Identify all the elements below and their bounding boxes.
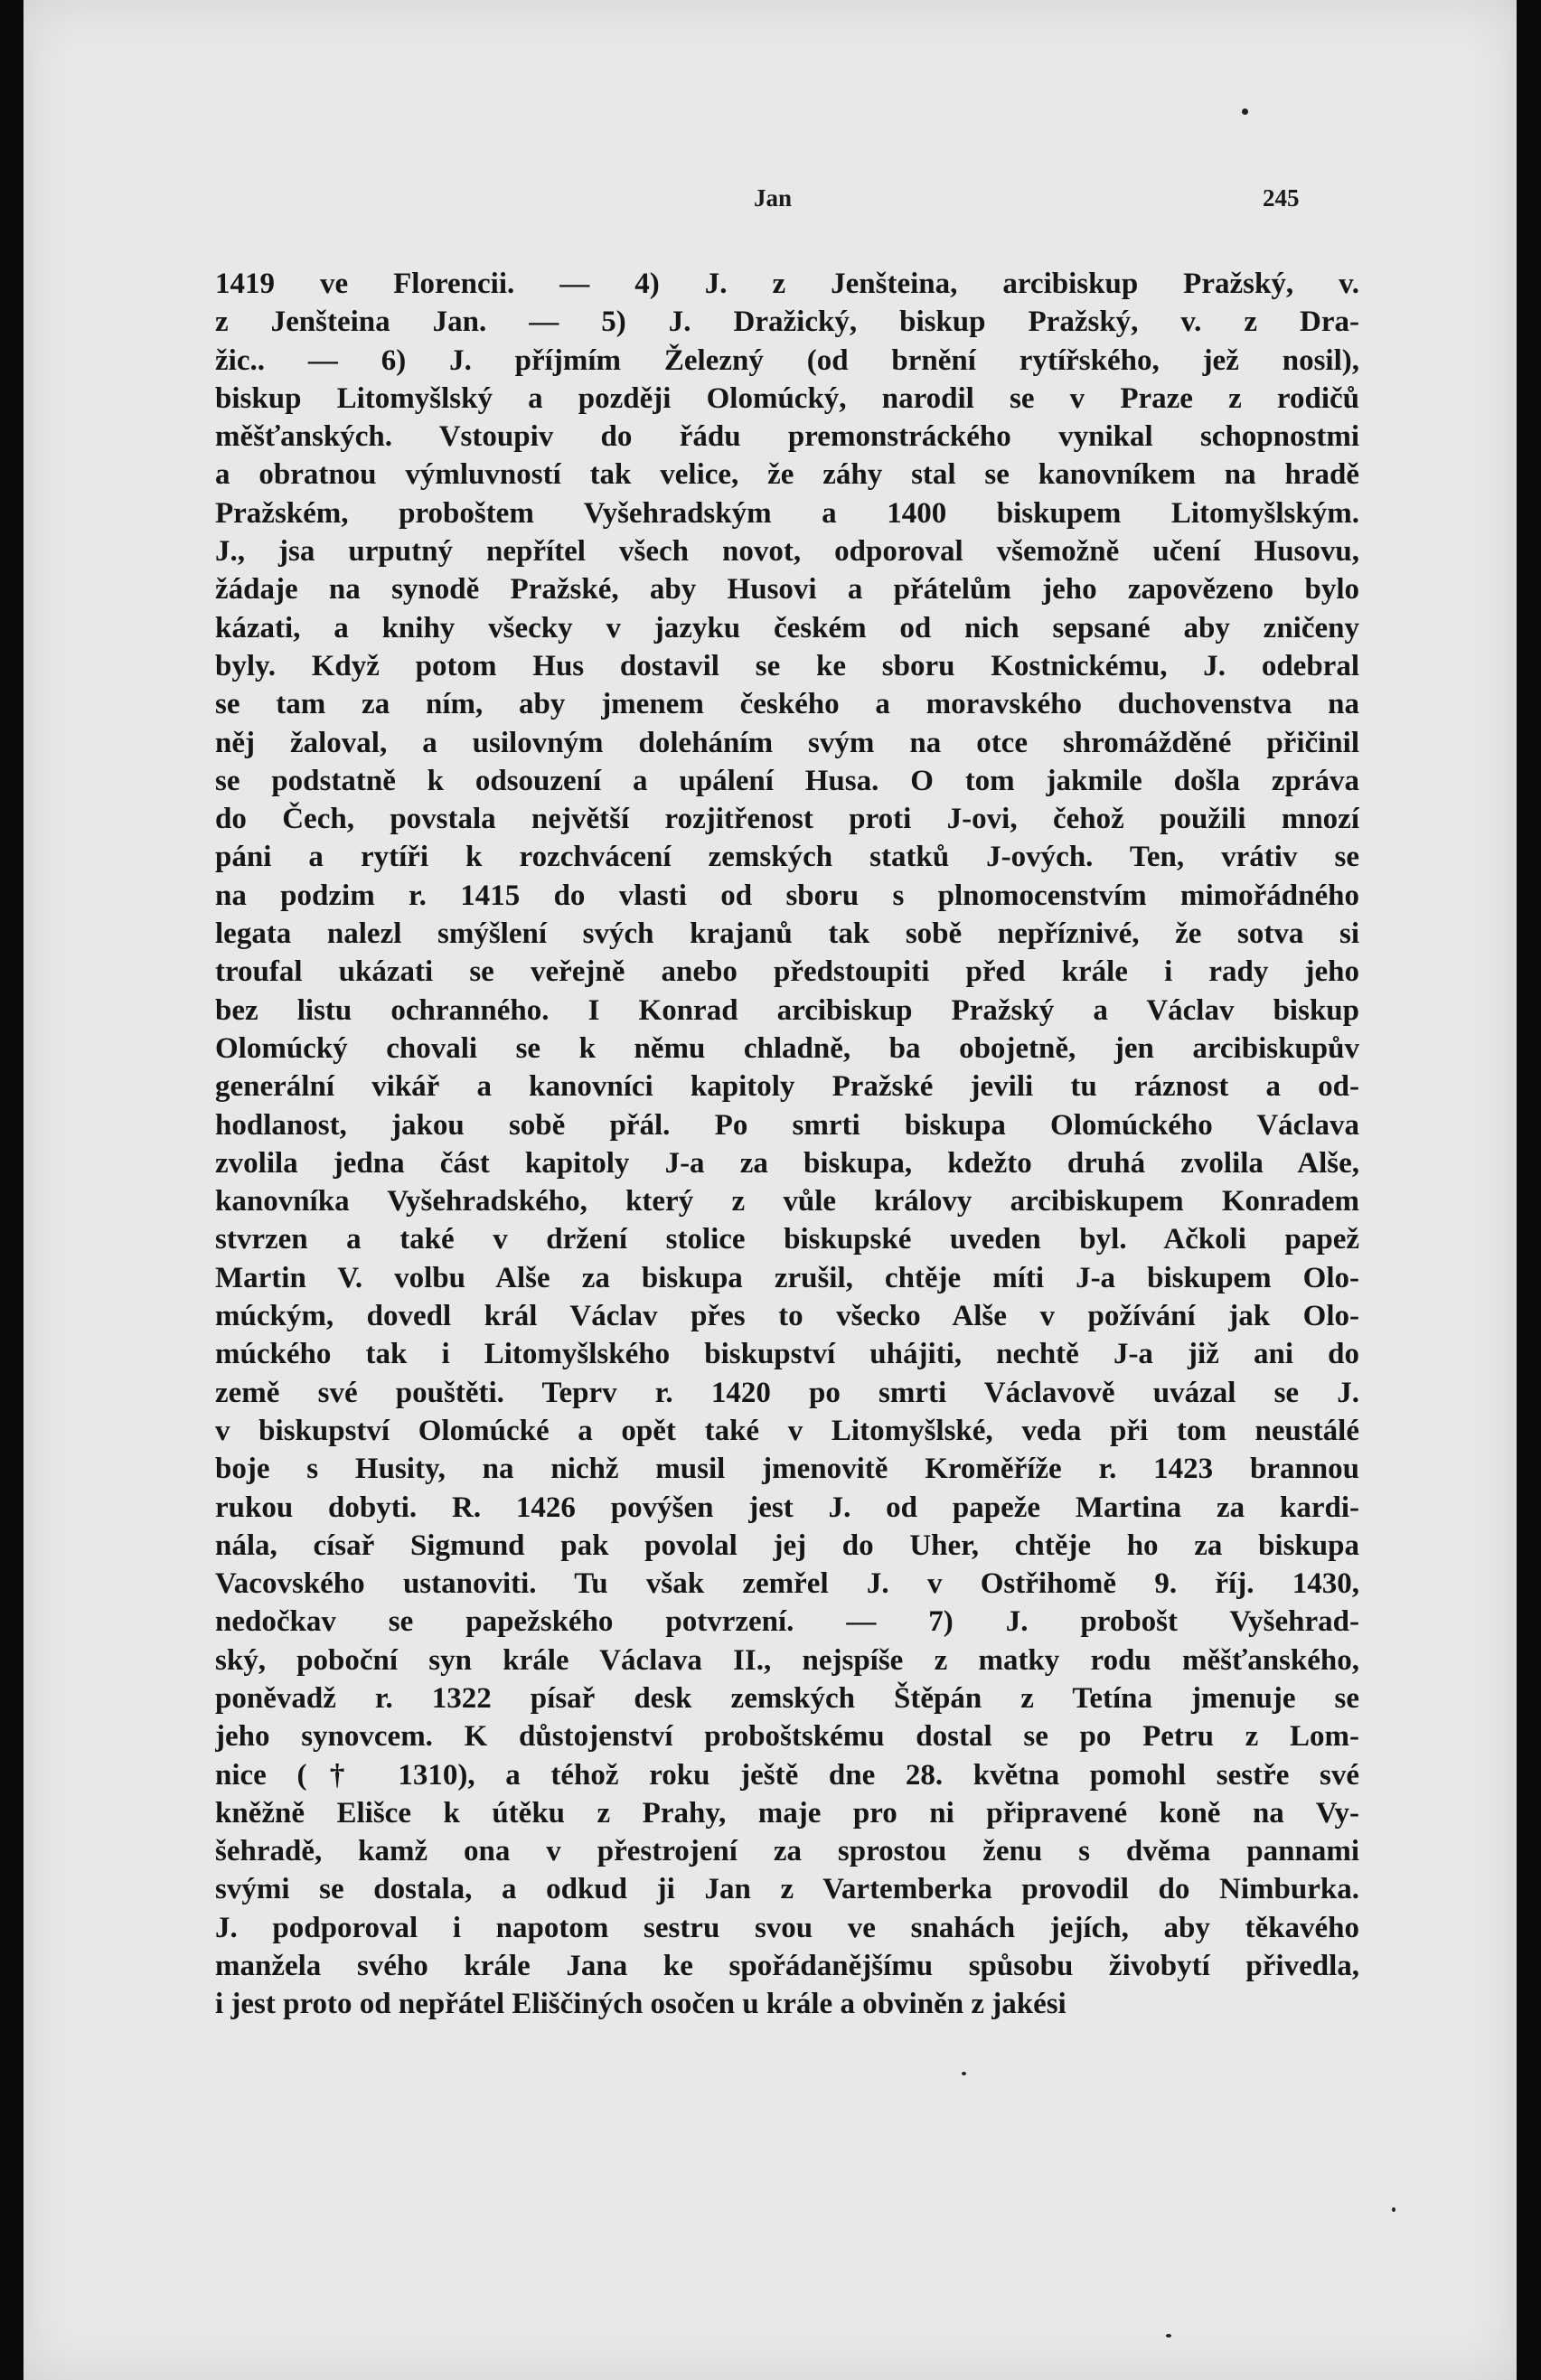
text-line: žádaje na synodě Pražské, aby Husovi a přátelům jeho zapovězeno bylo	[215, 573, 1359, 607]
text-line: žic.. — 6) J. příjmím Železný (od brnění rytířského, jež nosil),	[215, 343, 1359, 377]
text-line: páni a rytíři k rozchvácení zemských statků J-ových. Ten, vrátiv se	[215, 841, 1359, 874]
text-line: něj žaloval, a usilovným doleháním svým na otce shromážděné přičinil	[215, 726, 1359, 759]
text-line: kanovníka Vyšehradského, který z vůle královy arcibiskupem Konradem	[215, 1185, 1359, 1218]
text-line: nála, císař Sigmund pak povolal jej do Uher, chtěje ho za biskupa	[215, 1529, 1359, 1562]
text-line: v biskupství Olomúcké a opět také v Litomyšlské, veda při tom neustálé	[215, 1414, 1359, 1447]
text-line: troufal ukázati se veřejně anebo předstoupiti před krále i rady jeho	[215, 955, 1359, 989]
text-line: múckým, dovedl král Václav přes to všecko Alše v požívání jak Olo-	[215, 1300, 1359, 1333]
text-line: byly. Když potom Hus dostavil se ke sboru Kostnickému, J. odebral	[215, 649, 1359, 682]
text-line: z Jenšteina Jan. — 5) J. Dražický, biskup Pražský, v. z Dra-	[215, 306, 1359, 339]
text-line: nedočkav se papežského potvrzení. — 7) J. probošt Vyšehrad-	[215, 1605, 1359, 1639]
text-line: Pražském, proboštem Vyšehradským a 1400 biskupem Litomyšlským.	[215, 496, 1359, 530]
text-line: ský, poboční syn krále Václava II., nejspíše z matky rodu měšťanského,	[215, 1643, 1359, 1677]
body-text	[215, 265, 1359, 2024]
text-line: na podzim r. 1415 do vlasti od sboru s plnomocenstvím mimořádného	[215, 879, 1359, 912]
text-line: jeho synovcem. K důstojenství proboštskému dostal se po Petru z Lom-	[215, 1720, 1359, 1754]
text-line: se tam za ním, aby jmenem českého a moravského duchovenstva na	[215, 688, 1359, 721]
text-line: svými se dostala, a odkud ji Jan z Vartemberka provodil do Nimburka.	[215, 1873, 1359, 1906]
running-head	[23, 184, 1517, 221]
text-line: manžela svého krále Jana ke spořádanějšímu spůsobu živobytí přivedla,	[215, 1950, 1359, 1983]
book-page	[23, 0, 1517, 2380]
text-line: boje s Husity, na nichž musil jmenovitě Kroměříže r. 1423 brannou	[215, 1453, 1359, 1486]
running-head-title: Jan	[754, 184, 793, 212]
text-line: Vacovského ustanoviti. Tu však zemřel J. v Ostřihomě 9. říj. 1430,	[215, 1567, 1359, 1601]
text-line: měšťanských. Vstoupiv do řádu premonstráckého vynikal schopnostmi	[215, 420, 1359, 454]
text-line: J., jsa urputný nepřítel všech novot, odporoval všemožně učení Husovu,	[215, 535, 1359, 569]
text-line: do Čech, povstala největší rozjitřenost proti J-ovi, čehož použili mnozí	[215, 803, 1359, 836]
text-line: nice († 1310), a téhož roku ještě dne 28. května pomohl sestře své	[215, 1758, 1359, 1792]
scan-speck	[962, 2072, 966, 2075]
text-line: hodlanost, jakou sobě přál. Po smrti biskupa Olomúckého Václava	[215, 1108, 1359, 1142]
text-line: legata nalezl smýšlení svých krajanů tak sobě nepříznivé, že sotva si	[215, 917, 1359, 951]
text-line: rukou dobyti. R. 1426 povýšen jest J. od papeže Martina za kardi-	[215, 1491, 1359, 1524]
text-line: a obratnou výmluvností tak velice, že záhy stal se kanovníkem na hradě	[215, 458, 1359, 492]
scan-speck	[1166, 2334, 1171, 2338]
text-line: 1419 ve Florencii. — 4) J. z Jenšteina, arcibiskup Pražský, v.	[215, 268, 1359, 300]
text-line: i jest proto od nepřátel Eliščiných osočen u krále a obviněn z jakési	[215, 1988, 1066, 2021]
text-line: generální vikář a kanovníci kapitoly Pražské jevili tu ráznost a od-	[215, 1070, 1359, 1104]
text-line: se podstatně k odsouzení a upálení Husa. O tom jakmile došla zpráva	[215, 764, 1359, 797]
text-line: bez listu ochranného. I Konrad arcibiskup Pražský a Václav biskup	[215, 993, 1359, 1027]
text-line: země své pouštěti. Teprv r. 1420 po smrti Václavově uvázal se J.	[215, 1376, 1359, 1409]
text-line: Martin V. volbu Alše za biskupa zrušil, chtěje míti J-a biskupem Olo-	[215, 1261, 1359, 1294]
text-line: poněvadž r. 1322 písař desk zemských Štěpán z Tetína jmenuje se	[215, 1681, 1359, 1715]
text-line: stvrzen a také v držení stolice biskupské uveden byl. Ačkoli papež	[215, 1223, 1359, 1256]
scan-speck	[1242, 108, 1248, 115]
scan-speck	[1392, 2207, 1395, 2212]
text-line: biskup Litomyšlský a později Olomúcký, narodil se v Praze z rodičů	[215, 381, 1359, 415]
text-line: múckého tak i Litomyšlského biskupství uhájiti, nechtě J-a již ani do	[215, 1338, 1359, 1371]
page-number: 245	[1263, 184, 1300, 212]
text-line: J. podporoval i napotom sestru svou ve snahách jejích, aby těkavého	[215, 1911, 1359, 1944]
text-line: Olomúcký chovali se k němu chladně, ba obojetně, jen arcibiskupův	[215, 1031, 1359, 1065]
text-line: zvolila jedna část kapitoly J-a za biskupa, kdežto druhá zvolila Alše,	[215, 1146, 1359, 1180]
text-line: šehradě, kamž ona v přestrojení za sprostou ženu s dvěma pannami	[215, 1835, 1359, 1868]
text-line: kněžně Elišce k útěku z Prahy, maje pro ni připravené koně na Vy-	[215, 1796, 1359, 1830]
text-line: kázati, a knihy všecky v jazyku českém od nich sepsané aby zničeny	[215, 611, 1359, 644]
